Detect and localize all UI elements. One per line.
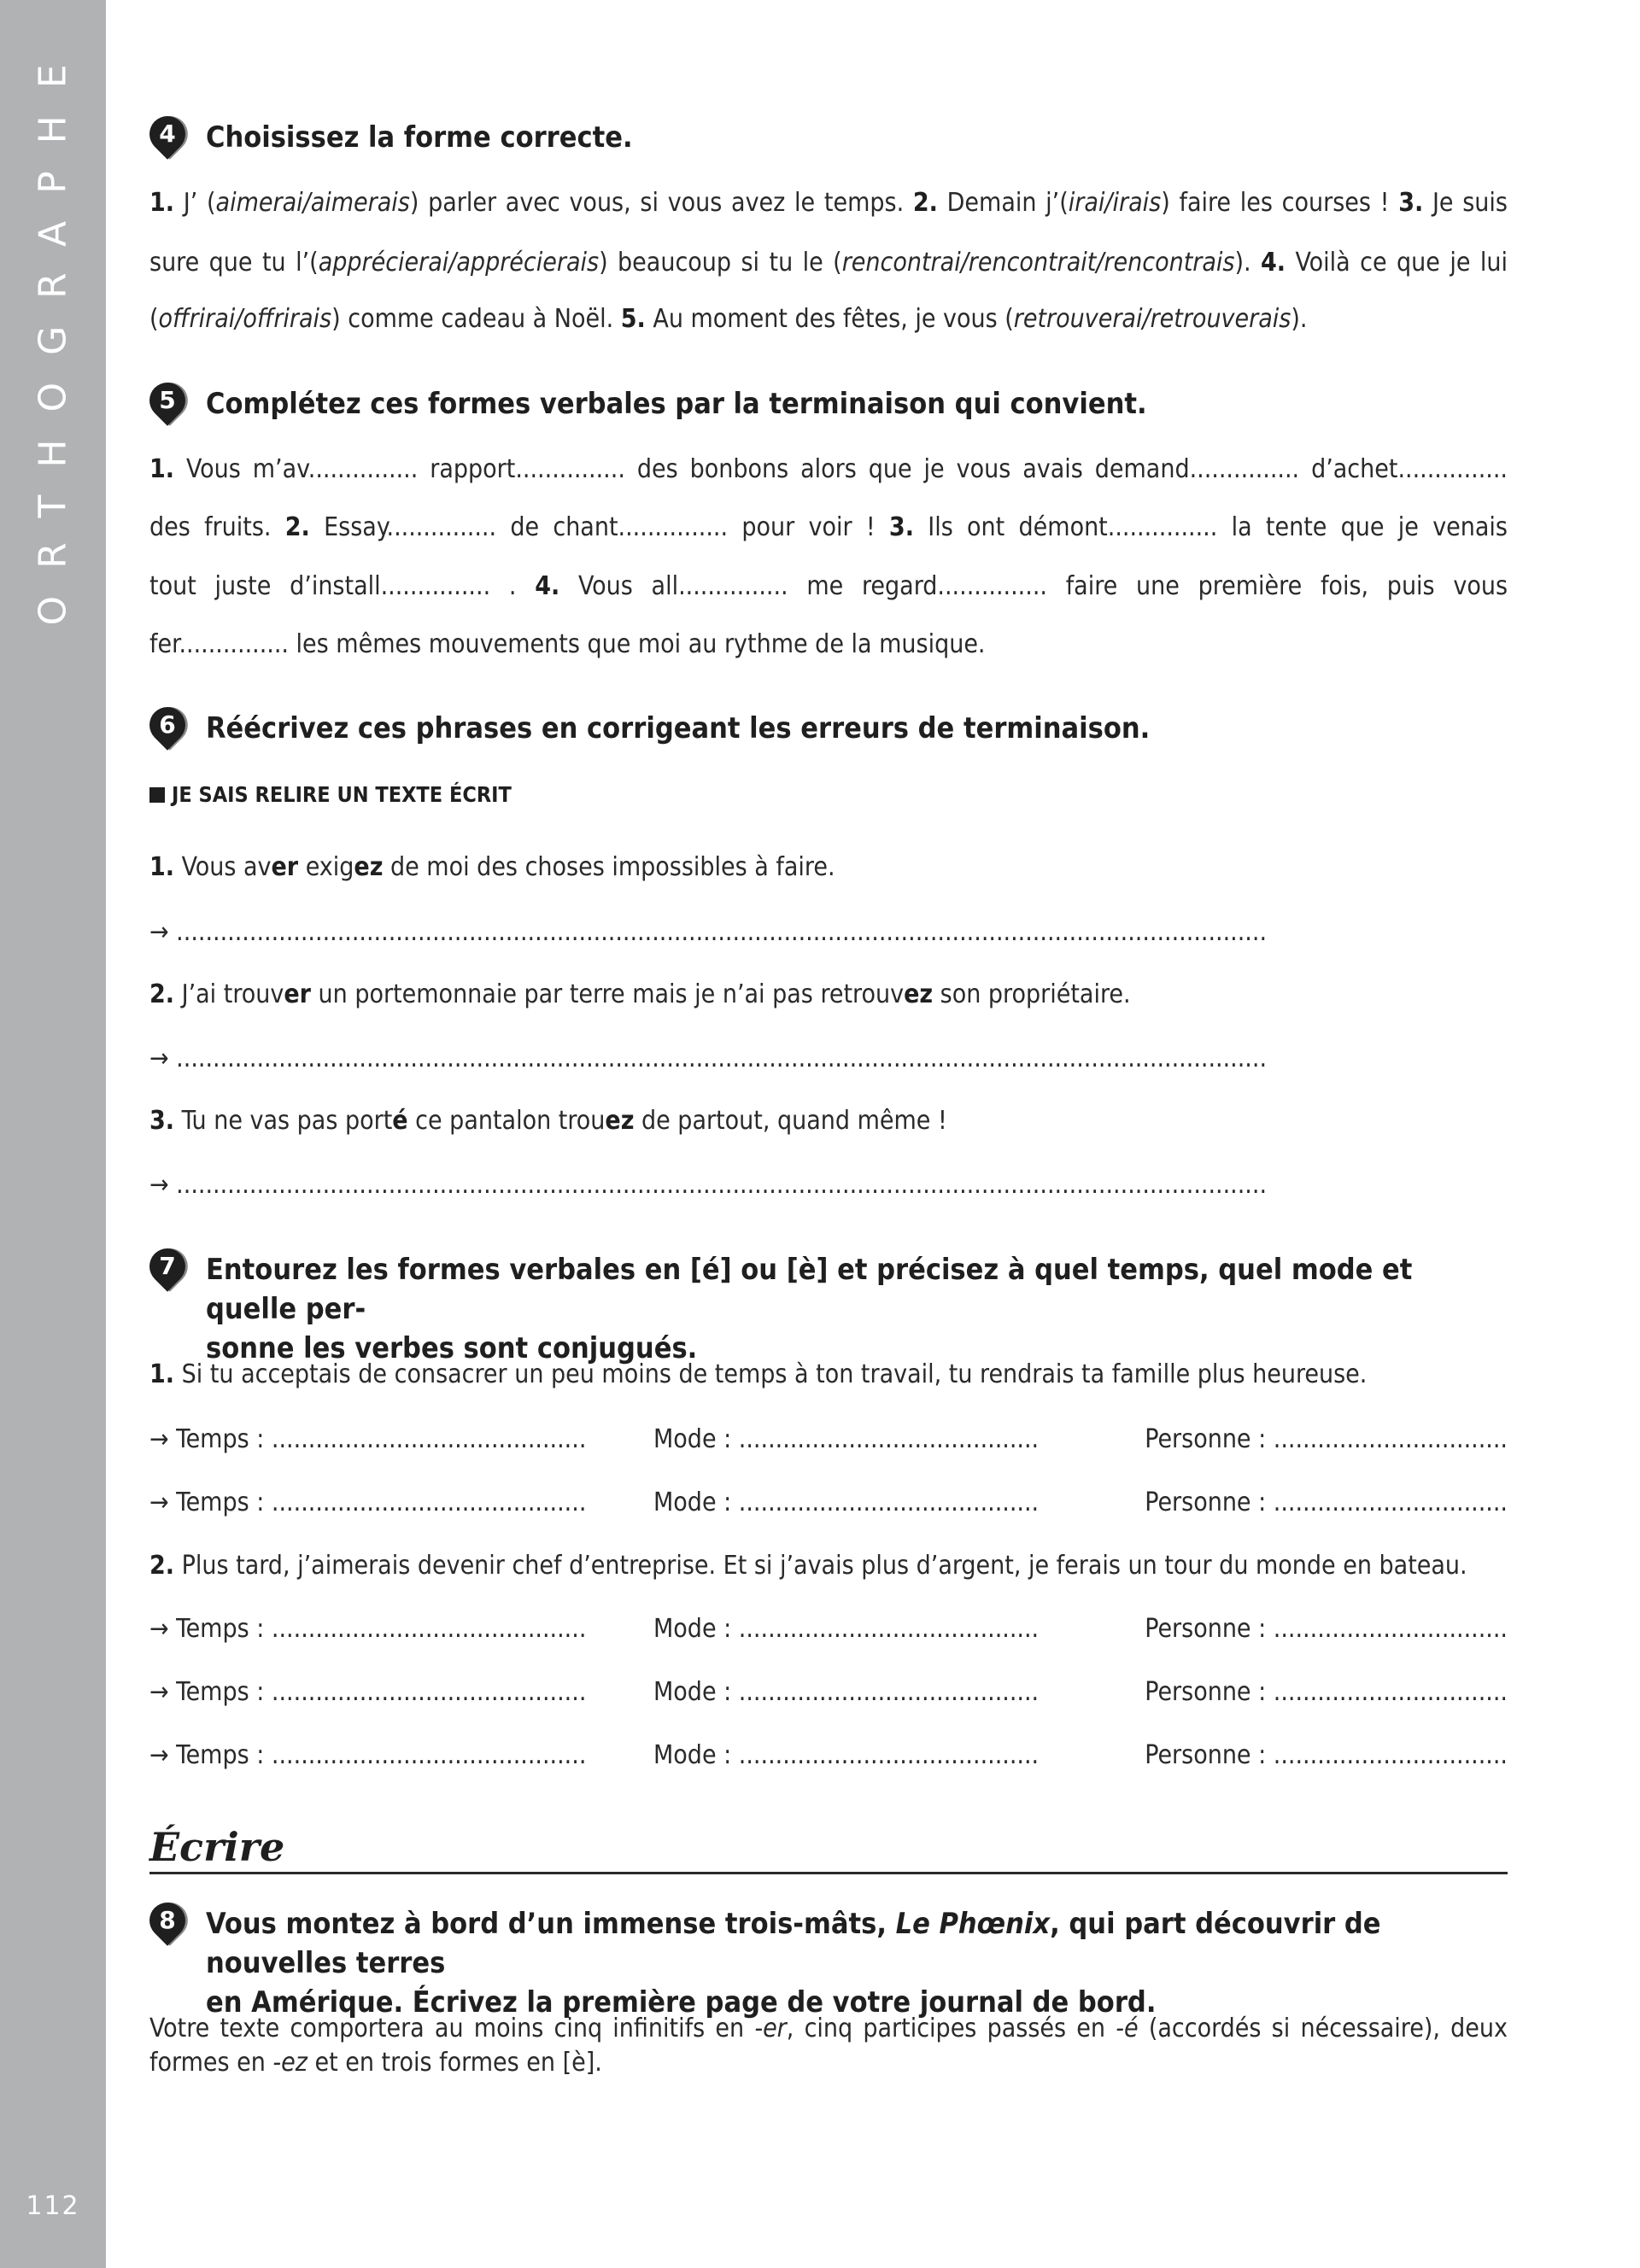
temps-field[interactable]: → Temps : ........................................... — [149, 1488, 587, 1517]
mode-field[interactable]: Mode : ......................................... — [653, 1424, 1040, 1454]
answer-row — [149, 1675, 1508, 1710]
exercise-7-sentence-2: 2. Plus tard, j’aimerais devenir chef d’entreprise. Et si j’avais plus d’argent, je ferais un tour du monde en bateau. — [149, 1551, 1467, 1581]
exercise-8-title: Vous montez à bord d’un immense trois-mâts, Le Phœnix, qui part découvrir de nouvelles terres en Amérique. Écrivez la première page de votre journal de bord. — [206, 1907, 1381, 2020]
exercise-6-sentence-1: 1. Vous aver exigez de moi des choses impossibles à faire. — [149, 852, 835, 882]
exercise-6-header — [149, 709, 1508, 748]
page-number: 112 — [26, 2191, 80, 2221]
exercise-number-badge: 8 — [142, 1895, 192, 1945]
temps-field[interactable]: → Temps : ........................................... — [149, 1424, 587, 1454]
sidebar-title: ORTHOGRAPHE — [31, 37, 75, 626]
answer-line[interactable]: → ..................................................................................................................................................... — [149, 1170, 1268, 1200]
exercise-4-line-2: sure que tu l’(apprécierai/apprécierais) beaucoup si tu le (rencontrai/rencontrait/rencontrais). 4. Voilà ce que je lui — [149, 248, 1508, 278]
temps-field[interactable]: → Temps : ........................................... — [149, 1740, 587, 1770]
exercise-5-line-3: tout juste d’install............... . 4. Vous all............... me regard............... faire une première fois, puis vous — [149, 571, 1508, 601]
answer-row — [149, 1486, 1508, 1520]
exercise-7-header — [149, 1250, 1508, 1368]
exercise-4-title: Choisissez la forme correcte. — [206, 120, 633, 155]
sidebar — [0, 0, 106, 2268]
writing-instructions-line-1: Votre texte comportera au moins cinq infinitifs en -er, cinq participes passés en -é (accordés si nécessaire), deux — [149, 2014, 1508, 2043]
temps-field[interactable]: → Temps : ........................................... — [149, 1677, 587, 1707]
answer-line[interactable]: → ..................................................................................................................................................... — [149, 917, 1268, 947]
mode-field[interactable]: Mode : ......................................... — [653, 1677, 1040, 1707]
exercise-5-line-1: 1. Vous m’av............... rapport............... des bonbons alors que je vous avais demand............... d’achet............... — [149, 454, 1508, 484]
section-title: Écrire — [149, 1821, 1508, 1874]
mode-field[interactable]: Mode : ......................................... — [653, 1488, 1040, 1517]
exercise-7-title: Entourez les formes verbales en [é] ou [è] et précisez à quel temps, quel mode et quelle per- sonne les verbes sont conjugués. — [206, 1253, 1413, 1365]
exercise-4-header — [149, 118, 1508, 157]
personne-field[interactable]: Personne : ................................ — [1145, 1677, 1508, 1707]
answer-row — [149, 1612, 1508, 1646]
exercise-number-badge: 4 — [142, 108, 192, 159]
exercise-6-sentence-3: 3. Tu ne vas pas porté ce pantalon trouez de partout, quand même ! — [149, 1106, 947, 1136]
writing-instructions-line-2: formes en -ez et en trois formes en [è]. — [149, 2048, 602, 2078]
answer-row — [149, 1423, 1508, 1457]
personne-field[interactable]: Personne : ................................ — [1145, 1740, 1508, 1770]
personne-field[interactable]: Personne : ................................ — [1145, 1424, 1508, 1454]
personne-field[interactable]: Personne : ................................ — [1145, 1488, 1508, 1517]
exercise-number-badge: 6 — [142, 699, 192, 750]
square-bullet-icon — [149, 787, 165, 803]
exercise-5-header — [149, 384, 1508, 424]
personne-field[interactable]: Personne : ................................ — [1145, 1614, 1508, 1644]
exercise-5-line-2: des fruits. 2. Essay............... de chant............... pour voir ! 3. Ils ont démont............... la tente que je venais — [149, 512, 1508, 542]
answer-row — [149, 1739, 1508, 1773]
skill-subheading: JE SAIS RELIRE UN TEXTE ÉCRIT — [149, 777, 1508, 812]
exercise-number-badge: 7 — [142, 1241, 192, 1291]
exercise-6-sentence-2: 2. J’ai trouver un portemonnaie par terre mais je n’ai pas retrouvez son propriétaire. — [149, 979, 1131, 1009]
temps-field[interactable]: → Temps : ........................................... — [149, 1614, 587, 1644]
answer-line[interactable]: → ..................................................................................................................................................... — [149, 1043, 1268, 1073]
exercise-5-title: Complétez ces formes verbales par la terminaison qui convient. — [206, 387, 1147, 421]
exercise-number-badge: 5 — [142, 375, 192, 425]
mode-field[interactable]: Mode : ......................................... — [653, 1614, 1040, 1644]
exercise-8-header — [149, 1904, 1508, 2022]
exercise-5-line-4: fer............... les mêmes mouvements que moi au rythme de la musique. — [149, 629, 986, 659]
exercise-4-line-1: 1. J’ (aimerai/aimerais) parler avec vous, si vous avez le temps. 2. Demain j’(irai/irais) faire les courses ! 3. Je suis — [149, 188, 1508, 218]
exercise-7-sentence-1: 1. Si tu acceptais de consacrer un peu moins de temps à ton travail, tu rendrais ta famille plus heureuse. — [149, 1359, 1368, 1389]
mode-field[interactable]: Mode : ......................................... — [653, 1740, 1040, 1770]
exercise-4-line-3: (offrirai/offrirais) comme cadeau à Noël. 5. Au moment des fêtes, je vous (retrouverai/retrouverais). — [149, 304, 1308, 334]
exercise-6-title: Réécrivez ces phrases en corrigeant les erreurs de terminaison. — [206, 711, 1151, 745]
